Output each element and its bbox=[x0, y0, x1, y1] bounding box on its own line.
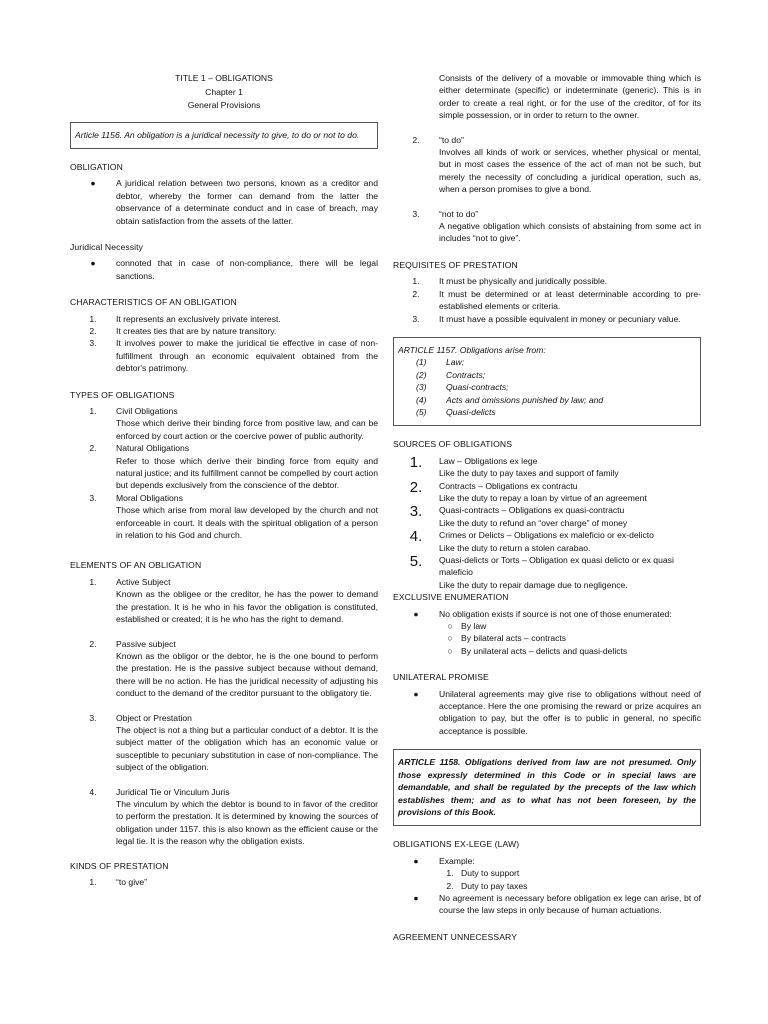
list-number: 4. bbox=[89, 786, 97, 797]
kinds-heading: KINDS OF PRESTATION bbox=[70, 860, 169, 871]
list-item bbox=[398, 394, 696, 406]
source-title: Contracts – Obligations ex contractu bbox=[439, 480, 578, 491]
list-text: It must have a possible equivalent in money or pecuniary value. bbox=[439, 313, 681, 324]
list-text: It represents an exclusively private interest. bbox=[116, 313, 281, 324]
source-title: Quasi-contracts – Obligations ex quasi-contractu bbox=[439, 505, 625, 516]
list-number: (3) bbox=[416, 382, 427, 393]
list-item bbox=[393, 504, 701, 529]
list-item bbox=[70, 177, 378, 227]
bullet-icon: ● bbox=[413, 892, 419, 903]
source-title: Law – Obligations ex lege bbox=[439, 455, 538, 466]
circle-bullet-icon: ○ bbox=[447, 645, 453, 656]
bullet-icon: ● bbox=[413, 608, 419, 619]
sub-list-item bbox=[393, 867, 701, 879]
characteristics-heading: CHARACTERISTICS OF AN OBLIGATION bbox=[70, 297, 237, 308]
list-number: (4) bbox=[416, 394, 427, 405]
list-item bbox=[70, 876, 378, 888]
list-text: It involves power to make the juridical tie effective in case of non-fulfillment through an economic equivalent obtained from the debtor's patrimony. bbox=[116, 338, 378, 374]
article-1157-box bbox=[393, 337, 701, 426]
list-number: 3. bbox=[409, 503, 423, 521]
sub-list-text: Duty to pay taxes bbox=[461, 880, 528, 891]
list-item bbox=[398, 381, 696, 393]
list-number: 1. bbox=[89, 576, 97, 587]
list-item bbox=[393, 480, 701, 505]
list-item bbox=[70, 712, 378, 724]
source-title: Quasi-delicts or Torts – Obligation ex quasi delicto or ex quasi maleficio bbox=[439, 555, 674, 578]
list-item bbox=[70, 576, 378, 588]
list-text: It must be determined or at least determinable according to pre-established elements or criteria. bbox=[439, 288, 701, 312]
list-description: The object is not a thing but a particular conduct of a debtor. It is the subject matter of the obligation which has an economic value or susceptible to pecuniary substitution in case of non-compliance. The subject of the obligation. bbox=[116, 724, 378, 773]
sub-list-text: By bilateral acts – contracts bbox=[461, 633, 567, 644]
unilateral-heading: UNILATERAL PROMISE bbox=[393, 672, 489, 683]
list-number: 3. bbox=[412, 313, 420, 324]
list-item bbox=[393, 313, 701, 325]
list-item bbox=[398, 369, 696, 381]
list-text: Quasi-delicts bbox=[446, 406, 496, 417]
list-number: 1. bbox=[409, 453, 423, 471]
list-number: 2. bbox=[89, 638, 97, 649]
source-example: Like the duty to return a stolen carabao. bbox=[439, 542, 591, 553]
list-description: Known as the obligee or the creditor, he has the power to demand the prestation. It is he who in his favor the obligation is constituted, established or created; it is he who has the right to demand. bbox=[116, 589, 378, 625]
elements-heading: ELEMENTS OF AN OBLIGATION bbox=[70, 560, 202, 571]
title-line: TITLE 1 – OBLIGATIONS bbox=[175, 73, 273, 83]
juridical-necessity-heading: Juridical Necessity bbox=[70, 241, 144, 252]
list-text bbox=[439, 455, 701, 480]
article-1156-text: Article 1156. An obligation is a juridical necessity to give, to do or not to do. bbox=[75, 129, 360, 140]
source-example: Like the duty to refund an “over charge” of money bbox=[439, 517, 628, 528]
obligation-definition: A juridical relation between two persons, known as a creditor and debtor, whereby the former can demand from the latter the observance of a determinate conduct and in case of breach, may obtain satisfaction from the assets of the latter. bbox=[116, 178, 378, 226]
article-1158-box bbox=[393, 749, 701, 826]
types-heading: TYPES OF OBLIGATIONS bbox=[70, 389, 175, 400]
article-1158-text: ARTICLE 1158. Obligations derived from law are not presumed. Only those expressly determined in this Code or in special laws are demandable, and shall be regulated by the precepts of the law which establishes them; and as to what has not been foreseen, by the provisions of this Book. bbox=[398, 757, 696, 817]
list-text: No obligation exists if source is not one of those enumerated: bbox=[439, 608, 672, 619]
list-description: The vinculum by which the debtor is bound to in favor of the creditor to perform the prestation. It is determined by knowing the sources of obligation under 1157. this is also known as the efficient cause or the legal tie. It is the reason why the obligation exists. bbox=[116, 798, 378, 847]
list-item bbox=[393, 608, 701, 620]
list-text: Quasi-contracts; bbox=[446, 382, 509, 393]
list-text: Acts and omissions punished by law; and bbox=[446, 394, 604, 405]
list-title: “to give” bbox=[116, 877, 148, 887]
sub-list-text: By law bbox=[461, 621, 487, 632]
list-number: 2. bbox=[412, 288, 420, 299]
list-text: No agreement is necessary before obligation ex lege can arise, bt of course the law steps in only because of human actuations. bbox=[439, 892, 701, 916]
list-number: 3. bbox=[89, 492, 97, 503]
list-number: 2. bbox=[89, 443, 97, 454]
list-text: Example: bbox=[439, 855, 475, 866]
list-item bbox=[398, 406, 696, 418]
sub-list-text: Duty to support bbox=[461, 868, 520, 879]
list-number: 1. bbox=[89, 313, 97, 324]
list-title: “to do” bbox=[439, 134, 464, 145]
list-text bbox=[439, 504, 701, 529]
source-example: Like the duty to repair damage due to negligence. bbox=[439, 579, 628, 590]
list-title: Passive subject bbox=[116, 638, 176, 649]
list-item bbox=[393, 288, 701, 313]
list-item bbox=[70, 325, 378, 337]
right-column bbox=[393, 0, 701, 947]
list-number: 1. bbox=[89, 877, 97, 887]
list-item bbox=[70, 786, 378, 798]
list-title: Moral Obligations bbox=[116, 492, 183, 503]
list-item bbox=[393, 892, 701, 917]
list-description: Those which derive their binding force from positive law, and can be enforced by court action or the coercive power of public authority. bbox=[116, 418, 378, 441]
list-item bbox=[393, 688, 701, 738]
list-text: Contracts; bbox=[446, 369, 486, 380]
list-description: A negative obligation which consists of abstaining from some act in includes “not to give”. bbox=[439, 221, 701, 244]
article-1157-intro: ARTICLE 1157. Obligations arise from: bbox=[398, 344, 546, 355]
list-item bbox=[70, 442, 378, 454]
list-number: (5) bbox=[416, 406, 427, 417]
list-text: It must be physically and juridically possible. bbox=[439, 276, 608, 287]
sources-heading: SOURCES OF OBLIGATIONS bbox=[393, 439, 513, 450]
list-title: Civil Obligations bbox=[116, 406, 178, 416]
list-item bbox=[393, 554, 701, 591]
list-text: Law; bbox=[446, 357, 465, 368]
list-item bbox=[393, 275, 701, 287]
list-title: Juridical Tie or Vinculum Juris bbox=[116, 786, 230, 797]
juridical-necessity-text: connoted that in case of non-compliance, there will be legal sanctions. bbox=[116, 258, 378, 281]
list-text: Unilateral agreements may give rise to obligations without need of acceptance. Here the one promising the reward or prize acquires an obligation to pay, but the offer is to public in general, no specific acceptance is possible. bbox=[439, 688, 701, 736]
list-description: Involves all kinds of work or services, whether physical or mental, but in most cases the essence of the act of man not be such, but merely the necessity of concluding a juridical operation, such as, when a person promises to give a bond. bbox=[439, 147, 701, 195]
list-description: Known as the obligor or the debtor, he is the one bound to perform the prestation. He is the passive subject because without demand, there will be no action. He has the juridical necessity of adjusting his conduct to the demand of the creditor pursuant to the obligatory tie. bbox=[116, 650, 378, 699]
list-number: 4. bbox=[409, 528, 423, 546]
list-number: 2. bbox=[409, 478, 423, 496]
source-title: Crimes or Delicts – Obligations ex maleficio or ex-delicto bbox=[439, 530, 654, 541]
exclusive-heading: EXCLUSIVE ENUMERATION bbox=[393, 592, 509, 603]
list-text bbox=[439, 480, 701, 505]
list-number: 1. bbox=[412, 276, 420, 287]
list-number: 3. bbox=[89, 712, 97, 723]
list-item bbox=[70, 257, 378, 282]
sub-list-item bbox=[393, 645, 701, 657]
to-give-description: Consists of the delivery of a movable or immovable thing which is either determinate (specific) or indeterminate (generic). This is in order to create a real right, or for the use of the creditor, of for its simple possession, or in order to return to the owner. bbox=[439, 73, 701, 121]
chapter-line: Chapter 1 bbox=[205, 86, 243, 97]
source-example: Like the duty to pay taxes and support of family bbox=[439, 468, 619, 479]
sub-list-text: By unilateral acts – delicts and quasi-delicts bbox=[461, 645, 628, 656]
requisites-heading: REQUISITES OF PRESTATION bbox=[393, 259, 518, 270]
list-text: It creates ties that are by nature transitory. bbox=[116, 325, 277, 336]
title-block bbox=[70, 72, 378, 113]
list-number: 3. bbox=[89, 338, 97, 349]
article-1156-box bbox=[70, 122, 378, 149]
left-column bbox=[70, 0, 378, 888]
list-title: Active Subject bbox=[116, 576, 171, 587]
list-number: 3. bbox=[412, 208, 420, 219]
list-item bbox=[70, 313, 378, 325]
list-number: 2. bbox=[89, 325, 97, 336]
bullet-icon: ● bbox=[90, 178, 96, 189]
subtitle-line: General Provisions bbox=[187, 100, 261, 110]
list-title: Natural Obligations bbox=[116, 443, 190, 454]
list-item bbox=[70, 337, 378, 374]
list-item bbox=[393, 529, 701, 554]
agreement-heading: AGREEMENT UNNECESSARY bbox=[393, 931, 518, 942]
list-number: (2) bbox=[416, 369, 427, 380]
circle-bullet-icon: ○ bbox=[447, 621, 453, 632]
list-number: 5. bbox=[409, 553, 423, 570]
list-number: 2. bbox=[446, 880, 454, 891]
list-number: 2. bbox=[412, 134, 420, 145]
circle-bullet-icon: ○ bbox=[447, 633, 453, 644]
list-number: 1. bbox=[446, 868, 454, 879]
list-item bbox=[393, 455, 701, 480]
list-description: Refer to those which derive their binding force from equity and natural justice; and its fulfillment cannot be compelled by court action but depends exclusively from the conscience of the debtor. bbox=[116, 455, 378, 491]
source-example: Like the duty to repay a loan by virtue of an agreement bbox=[439, 492, 647, 503]
list-title: “not to do” bbox=[439, 208, 479, 219]
list-item bbox=[393, 208, 701, 220]
list-number: 1. bbox=[89, 406, 97, 416]
list-text bbox=[439, 529, 701, 554]
bullet-icon: ● bbox=[413, 688, 419, 699]
list-description: Those which arise from moral law developed by the church and not enforceable in court. It deals with the spiritual obligation of a person in relation to his God and church. bbox=[116, 505, 378, 541]
sub-list-item bbox=[393, 880, 701, 892]
bullet-icon: ● bbox=[413, 855, 419, 866]
list-item bbox=[398, 356, 696, 368]
list-item bbox=[393, 134, 701, 146]
list-text bbox=[439, 554, 701, 591]
list-item bbox=[70, 638, 378, 650]
list-title: Object or Prestation bbox=[116, 712, 192, 723]
list-number: (1) bbox=[416, 357, 427, 368]
obligation-heading: OBLIGATION bbox=[70, 161, 123, 172]
sub-list-item bbox=[393, 632, 701, 644]
list-item bbox=[70, 492, 378, 504]
bullet-icon: ● bbox=[90, 258, 96, 269]
sub-list-item bbox=[393, 620, 701, 632]
list-item bbox=[393, 855, 701, 867]
exlege-heading: OBLIGATIONS EX-LEGE (LAW) bbox=[393, 839, 520, 850]
list-item bbox=[70, 405, 378, 417]
